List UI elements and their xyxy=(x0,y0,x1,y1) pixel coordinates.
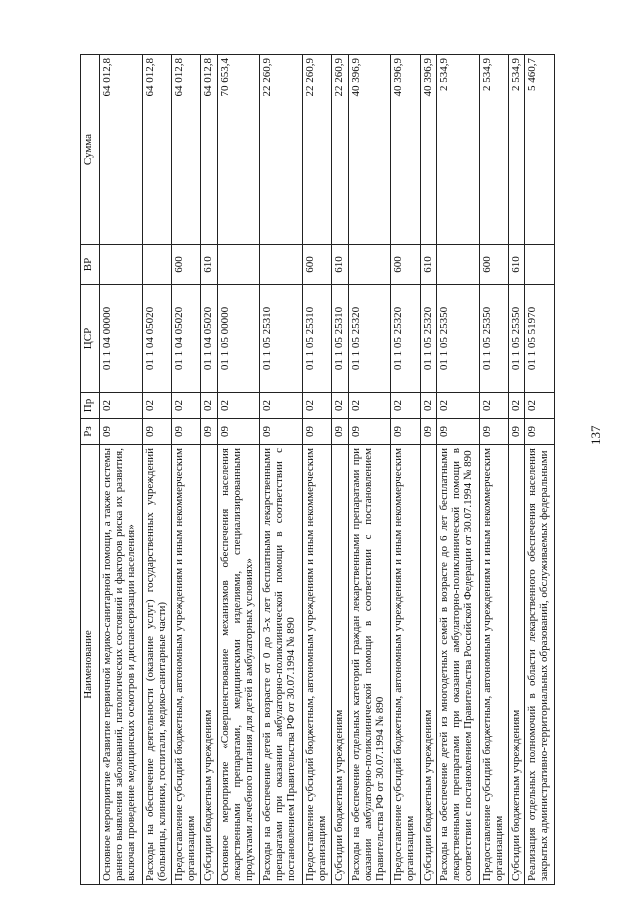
table-row xyxy=(302,55,331,885)
cell-name: Предоставление субсидий бюджетным, автономным учреждениям и иным некоммерческим организациям xyxy=(391,445,420,885)
cell-name: Расходы на обеспечение отдельных категорий граждан лекарственными препаратами при оказании амбулаторно-поликлинической помощи в соответствии с постановлением Правительства РФ от 30.07.1994 № 890 xyxy=(348,445,391,885)
header-rz: Рз xyxy=(81,419,100,445)
cell-csr: 01 1 05 25350 xyxy=(437,285,480,393)
cell-rz: 09 xyxy=(420,419,436,445)
cell-rz: 09 xyxy=(302,419,331,445)
cell-pr: 02 xyxy=(100,393,143,419)
cell-pr: 02 xyxy=(420,393,436,419)
cell-pr: 02 xyxy=(509,393,525,419)
table-row xyxy=(348,55,391,885)
cell-rz: 09 xyxy=(479,419,508,445)
cell-pr: 02 xyxy=(172,393,201,419)
cell-rz: 09 xyxy=(348,419,391,445)
cell-pr: 02 xyxy=(348,393,391,419)
cell-name: Субсидии бюджетным учреждениям xyxy=(420,445,436,885)
cell-vr xyxy=(525,245,555,285)
cell-name: Предоставление субсидий бюджетным, автономным учреждениям и иным некоммерческим организациям xyxy=(172,445,201,885)
cell-vr: 610 xyxy=(332,245,348,285)
cell-pr: 02 xyxy=(302,393,331,419)
cell-name: Расходы на обеспечение детей в возрасте от 0 до 3-х лет бесплатными лекарственными препаратами при оказании амбулаторно-поликлинической помощи в соответствии с постановлением Правительства РФ от 30.07.1994 № 890 xyxy=(260,445,303,885)
cell-sum: 2 534,9 xyxy=(437,55,480,245)
cell-csr: 01 1 05 25320 xyxy=(348,285,391,393)
cell-csr: 01 1 05 25350 xyxy=(509,285,525,393)
table-row xyxy=(217,55,260,885)
cell-sum: 40 396,9 xyxy=(391,55,420,245)
cell-pr: 02 xyxy=(437,393,480,419)
cell-sum: 70 653,4 xyxy=(217,55,260,245)
table-row xyxy=(479,55,508,885)
cell-csr: 01 1 05 25320 xyxy=(420,285,436,393)
cell-vr: 600 xyxy=(302,245,331,285)
cell-vr: 600 xyxy=(479,245,508,285)
cell-sum: 22 260,9 xyxy=(260,55,303,245)
cell-vr: 610 xyxy=(509,245,525,285)
cell-vr: 610 xyxy=(420,245,436,285)
cell-name: Предоставление субсидий бюджетным, автономным учреждениям и иным некоммерческим организациям xyxy=(302,445,331,885)
cell-sum: 64 012,8 xyxy=(142,55,171,245)
cell-csr: 01 1 05 25310 xyxy=(260,285,303,393)
cell-csr: 01 1 05 25310 xyxy=(302,285,331,393)
cell-sum: 64 012,8 xyxy=(100,55,143,245)
table-row xyxy=(100,55,143,885)
table-row xyxy=(172,55,201,885)
table-body xyxy=(100,55,555,885)
cell-vr xyxy=(437,245,480,285)
cell-rz: 09 xyxy=(525,419,555,445)
cell-sum: 2 534,9 xyxy=(479,55,508,245)
cell-rz: 09 xyxy=(172,419,201,445)
table-row xyxy=(509,55,525,885)
table-row xyxy=(260,55,303,885)
cell-csr: 01 1 04 05020 xyxy=(142,285,171,393)
cell-vr xyxy=(217,245,260,285)
budget-table xyxy=(80,54,555,885)
cell-vr: 600 xyxy=(391,245,420,285)
cell-csr: 01 1 05 51970 xyxy=(525,285,555,393)
table-header-row xyxy=(81,55,100,885)
header-vr: ВР xyxy=(81,245,100,285)
cell-rz: 09 xyxy=(509,419,525,445)
table-row xyxy=(201,55,217,885)
cell-pr: 02 xyxy=(142,393,171,419)
cell-csr: 01 1 05 25350 xyxy=(479,285,508,393)
table-row xyxy=(332,55,348,885)
cell-sum: 40 396,9 xyxy=(420,55,436,245)
cell-vr xyxy=(260,245,303,285)
cell-vr: 600 xyxy=(172,245,201,285)
cell-sum: 40 396,9 xyxy=(348,55,391,245)
cell-pr: 02 xyxy=(479,393,508,419)
cell-name: Субсидии бюджетным учреждениям xyxy=(201,445,217,885)
table-row xyxy=(391,55,420,885)
cell-pr: 02 xyxy=(391,393,420,419)
header-sum: Сумма xyxy=(81,55,100,245)
budget-table-wrapper xyxy=(80,55,555,885)
cell-sum: 64 012,8 xyxy=(172,55,201,245)
cell-csr: 01 1 04 05020 xyxy=(172,285,201,393)
table-row xyxy=(525,55,555,885)
cell-sum: 2 534,9 xyxy=(509,55,525,245)
cell-rz: 09 xyxy=(332,419,348,445)
cell-name: Субсидии бюджетным учреждениям xyxy=(332,445,348,885)
cell-name: Основное мероприятие «Совершенствование механизмов обеспечения населения лекарственными препаратами, медицинскими изделиями, специализированными продуктами лечебного питания для детей в амбулаторных условиях» xyxy=(217,445,260,885)
cell-name: Расходы на обеспечение деятельности (оказание услуг) государственных учреждений (больницы, клиники, госпитали, медико-санитарные части) xyxy=(142,445,171,885)
cell-sum: 22 260,9 xyxy=(332,55,348,245)
cell-rz: 09 xyxy=(142,419,171,445)
cell-rz: 09 xyxy=(391,419,420,445)
cell-rz: 09 xyxy=(260,419,303,445)
cell-csr: 01 1 04 05020 xyxy=(201,285,217,393)
cell-name: Расходы на обеспечение детей из многодетных семей в возрасте до 6 лет бесплатными лекарственными препаратами при оказании амбулаторно-поликлинической помощи в соответствии с постановлением Правительства Российской Федерации от 30.07.1994 № 890 xyxy=(437,445,480,885)
cell-rz: 09 xyxy=(217,419,260,445)
cell-pr: 02 xyxy=(525,393,555,419)
cell-csr: 01 1 04 00000 xyxy=(100,285,143,393)
table-row xyxy=(142,55,171,885)
cell-pr: 02 xyxy=(260,393,303,419)
cell-sum: 64 012,8 xyxy=(201,55,217,245)
cell-rz: 09 xyxy=(100,419,143,445)
cell-vr xyxy=(100,245,143,285)
cell-vr xyxy=(142,245,171,285)
header-pr: Пр xyxy=(81,393,100,419)
header-csr: ЦСР xyxy=(81,285,100,393)
table-row xyxy=(437,55,480,885)
cell-vr: 610 xyxy=(201,245,217,285)
table-row xyxy=(420,55,436,885)
cell-csr: 01 1 05 25310 xyxy=(332,285,348,393)
cell-name: Основное мероприятие «Развитие первичной медико-санитарной помощи, а также системы раннего выявления заболеваний, патологических состояний и факторов риска их развития, включая проведение медицинских осмотров и диспансеризации населения» xyxy=(100,445,143,885)
cell-sum: 22 260,9 xyxy=(302,55,331,245)
cell-csr: 01 1 05 25320 xyxy=(391,285,420,393)
cell-name: Предоставление субсидий бюджетным, автономным учреждениям и иным некоммерческим организациям xyxy=(479,445,508,885)
cell-name: Реализация отдельных полномочий в области лекарственного обеспечения населения закрытых административно-территориальных образований, обслуживаемых федеральными xyxy=(525,445,555,885)
cell-vr xyxy=(348,245,391,285)
cell-pr: 02 xyxy=(201,393,217,419)
header-name: Наименование xyxy=(81,445,100,885)
cell-rz: 09 xyxy=(437,419,480,445)
cell-rz: 09 xyxy=(201,419,217,445)
cell-sum: 5 460,7 xyxy=(525,55,555,245)
cell-csr: 01 1 05 00000 xyxy=(217,285,260,393)
cell-name: Субсидии бюджетным учреждениям xyxy=(509,445,525,885)
cell-pr: 02 xyxy=(217,393,260,419)
cell-pr: 02 xyxy=(332,393,348,419)
page-number: 137 xyxy=(588,425,603,445)
